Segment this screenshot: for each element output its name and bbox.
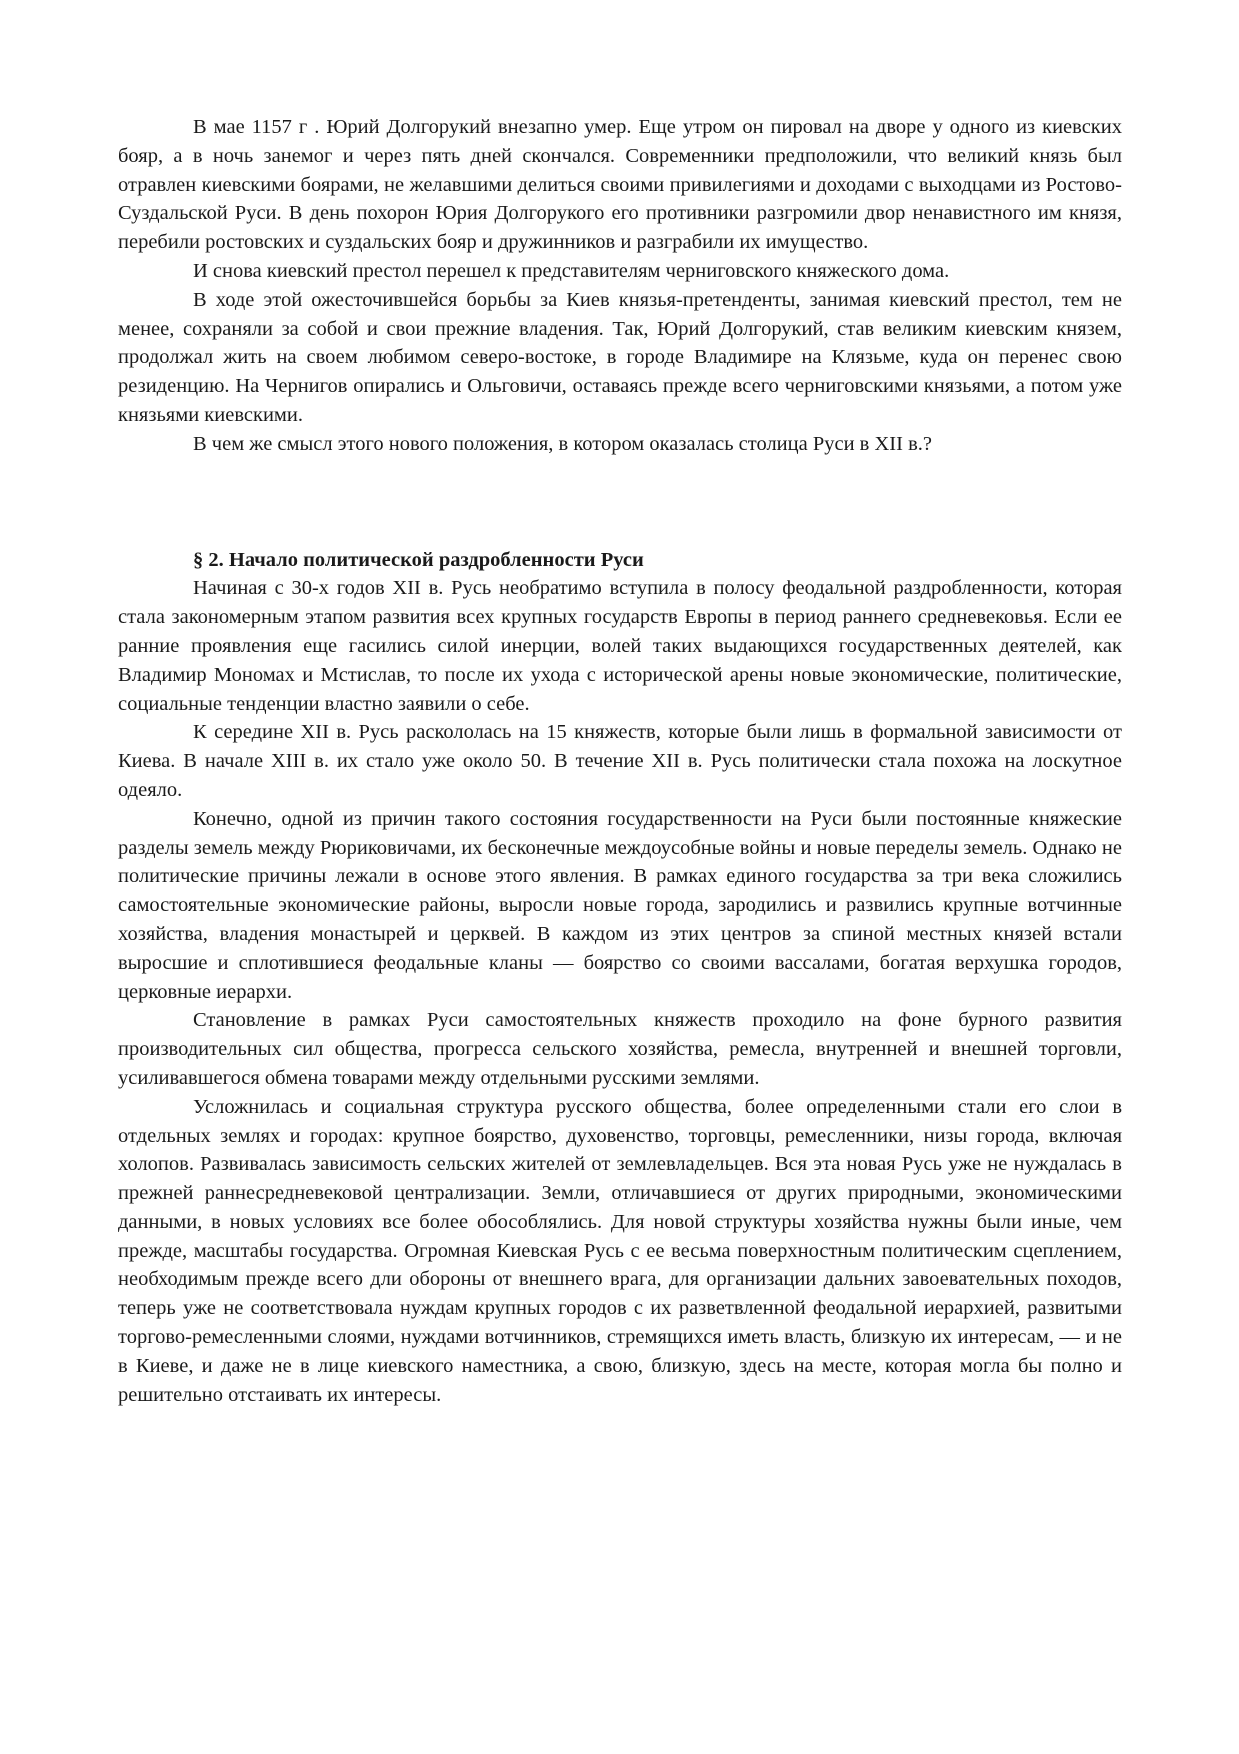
paragraph-fragmentation-start: Начиная с 30-х годов XII в. Русь необратимо вступила в полосу феодальной раздробленности, которая стала закономерным этапом развития всех крупных государств Европы в период раннего средневековья. Если ее ранние проявления еще гасились силой инерции, волей таких выдающихся государственных деятелей, как Владимир Мономах и Мстислав, то после их ухода с исторической арены новые экономические, политические, социальные тенденции властно заявили о себе.	[118, 577, 1122, 715]
section-heading: § 2. Начало политической раздробленности Руси	[193, 548, 644, 571]
paragraph-social-structure: Усложнилась и социальная структура русского общества, более определенными стали его слои в отдельных землях и городах: крупное боярство, духовенство, торговцы, ремесленники, низы города, включая холопов. Развивалась зависимость сельских жителей от землевладельцев. Вся эта новая Русь уже не нуждалась в прежней раннесредневековой централизации. Земли, отличавшиеся от других природными, экономическими данными, в новых условиях все более обособлялись. Для новой структуры хозяйства нужны были иные, чем прежде, масштабы государства. Огромная Киевская Русь с ее весьма поверхностным политическим сцеплением, необходимым прежде всего дли обороны от внешнего врага, для организации дальних завоевательных походов, теперь уже не соответствовала нуждам крупных городов с их разветвленной феодальной иерархией, развитыми торгово-ремесленными слоями, нуждами вотчинников, стремящихся иметь власть, близкую их интересам, — и не в Киеве, и даже не в лице киевского наместника, а свою, близкую, здесь на месте, которая могла бы полно и решительно отстаивать их интересы.	[118, 1095, 1122, 1406]
section-spacer	[118, 459, 1122, 546]
paragraph-causes: Конечно, одной из причин такого состояния государственности на Руси были постоянные княжеские разделы земель между Рюриковичами, их бесконечные междоусобные войны и новые переделы земель. Однако не политические причины лежали в основе этого явления. В рамках единого государства за три века сложились самостоятельные экономические районы, выросли новые города, зародились и развились крупные вотчинные хозяйства, владения монастырей и церквей. В каждом из этих центров за спиной местных князей встали выросшие и сплотившиеся феодальные кланы — боярство со своими вассалами, богатая верхушка городов, церковные иерархи.	[118, 807, 1122, 1003]
paragraph-question: В чем же смысл этого нового положения, в котором оказалась столица Руси в XII в.?	[193, 432, 932, 455]
document-page	[118, 113, 1122, 1409]
paragraph-death-of-dolgoruky: В мае 1157 г . Юрий Долгорукий внезапно умер. Еще утром он пировал на дворе у одного из киевских бояр, а в ночь занемог и через пять дней скончался. Современники предположили, что великий князь был отравлен киевскими боярами, не желавшими делиться своими привилегиями и доходами с выходцами из Ростово-Суздальской Руси. В день похорон Юрия Долгорукого его противники разгромили двор ненавистного им князя, перебили ростовских и суздальских бояр и дружинников и разграбили их имущество.	[118, 116, 1122, 254]
paragraph-struggle-for-kiev: В ходе этой ожесточившейся борьбы за Киев князья-претенденты, занимая киевский престол, тем не менее, сохраняли за собой и свои прежние владения. Так, Юрий Долгорукий, став великим киевским князем, продолжал жить на своем любимом северо-востоке, в городе Владимире на Клязьме, куда он перенес свою резиденцию. На Чернигов опирались и Ольговичи, оставаясь прежде всего черниговскими князьями, а потом уже князьями киевскими.	[118, 288, 1122, 426]
paragraph-fifteen-principalities: К середине XII в. Русь раскололась на 15 княжеств, которые были лишь в формальной зависимости от Киева. В начале XIII в. их стало уже около 50. В течение XII в. Русь политически стала похожа на лоскутное одеяло.	[118, 721, 1122, 801]
paragraph-chernigov-throne: И снова киевский престол перешел к представителям черниговского княжеского дома.	[193, 259, 950, 282]
paragraph-economic-development: Становление в рамках Руси самостоятельных княжеств проходило на фоне бурного развития производительных сил общества, прогресса сельского хозяйства, ремесла, внутренней и внешней торговли, усиливавшегося обмена товарами между отдельными русскими землями.	[118, 1009, 1122, 1089]
